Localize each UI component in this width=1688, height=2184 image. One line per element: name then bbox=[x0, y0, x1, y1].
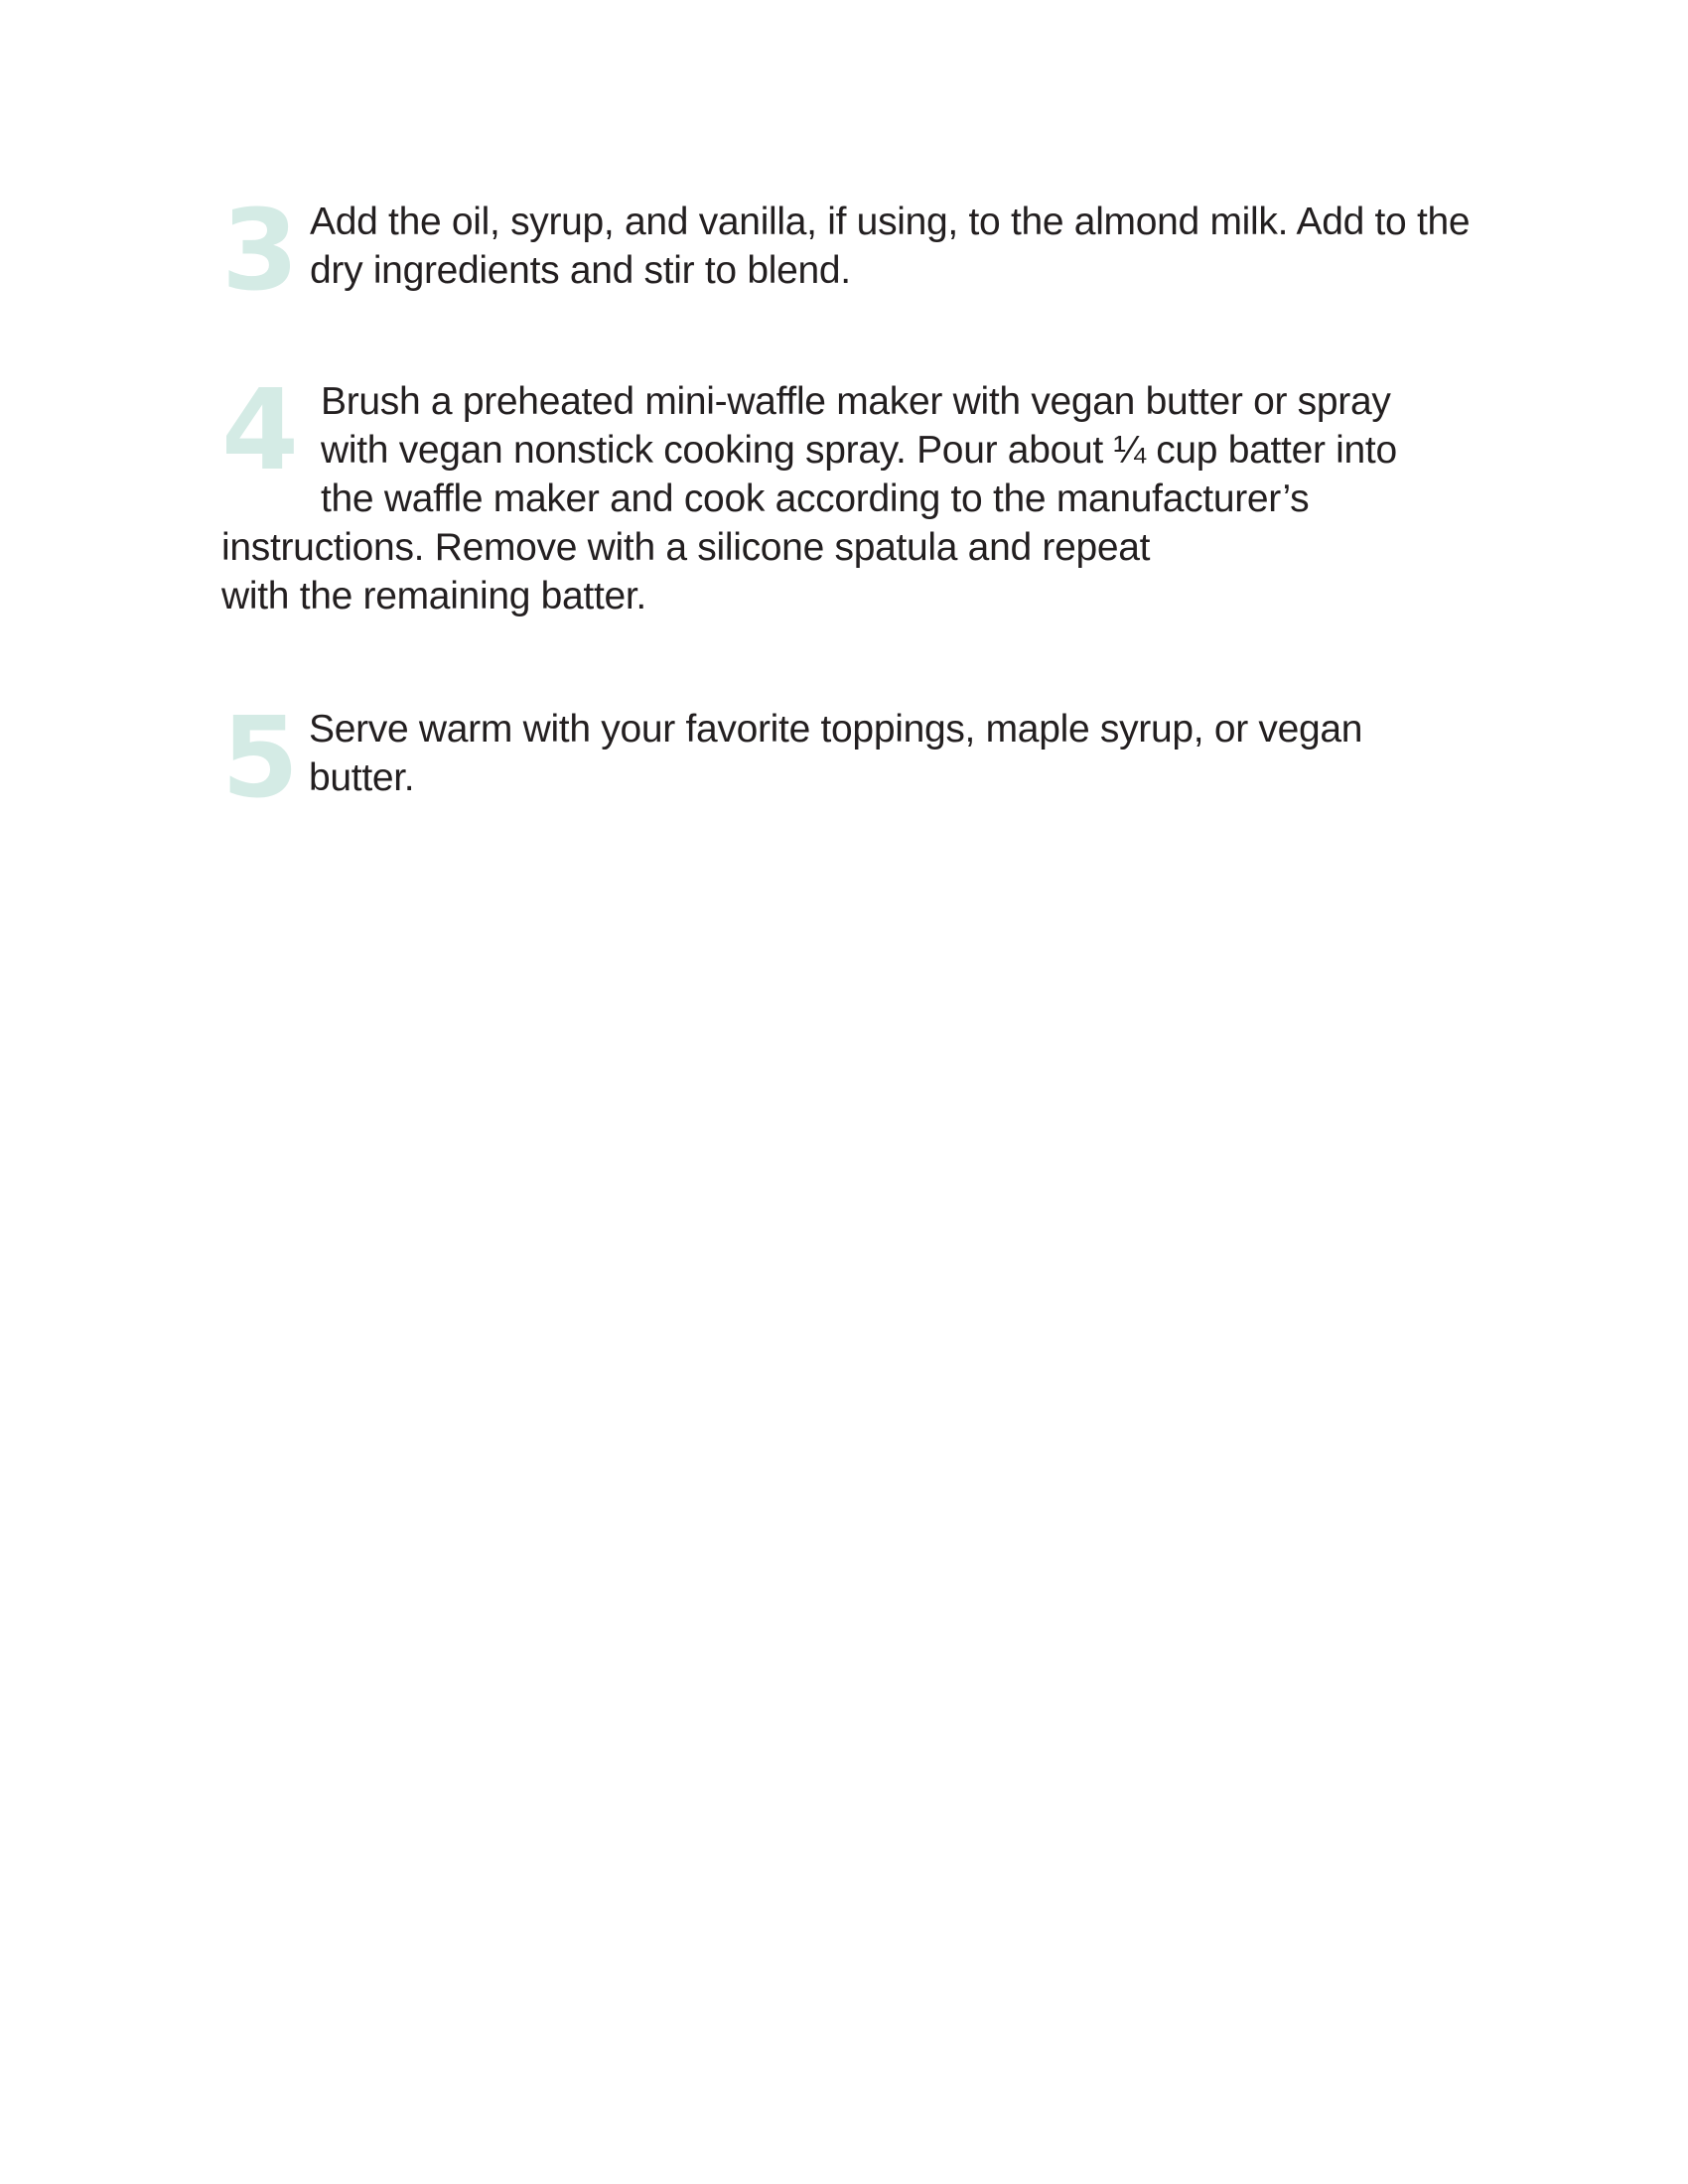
step-text-line: with vegan nonstick cooking spray. Pour about ¼ cup batter into bbox=[321, 429, 1397, 472]
step-3 bbox=[221, 187, 1473, 316]
step-text-continuation: instructions. Remove with a silicone spatula and repeat with the remaining batter. bbox=[221, 526, 1151, 617]
step-number: 4 bbox=[221, 366, 295, 495]
step-text-line: Brush a preheated mini-waffle maker with vegan butter or spray bbox=[321, 380, 1391, 423]
step-text bbox=[221, 366, 1473, 620]
step-text: Serve warm with your favorite toppings, maple syrup, or vegan butter. bbox=[309, 708, 1363, 799]
step-text-line: the waffle maker and cook according to the manufacturer’s bbox=[321, 478, 1310, 520]
step-number: 3 bbox=[221, 187, 295, 316]
step-text: Add the oil, syrup, and vanilla, if using, to the almond milk. Add to the dry ingredients and stir to blend. bbox=[310, 201, 1471, 292]
step-5 bbox=[221, 694, 1473, 823]
step-number: 5 bbox=[221, 694, 295, 823]
step-4 bbox=[221, 366, 1473, 620]
